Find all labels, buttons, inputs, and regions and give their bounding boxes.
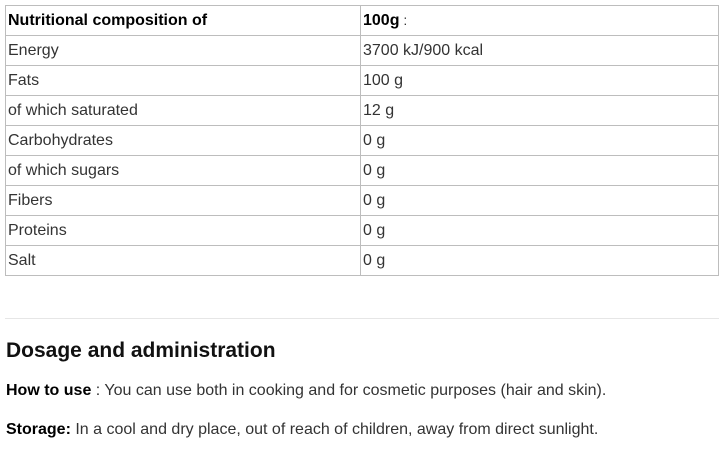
storage-text: In a cool and dry place, out of reach of children, away from direct sunlight. [70,421,599,438]
nutrient-label: of which saturated [6,96,361,126]
nutrient-value: 0 g [361,246,719,276]
nutrient-label: Energy [6,36,361,66]
nutrient-label: Fibers [6,186,361,216]
nutrient-value: 12 g [361,96,719,126]
nutrient-value: 0 g [361,156,719,186]
section-divider [5,318,719,319]
table-row [6,66,719,96]
nutrition-header-value-cell [361,6,719,36]
nutrient-value: 0 g [361,126,719,156]
nutrient-value: 100 g [361,66,719,96]
table-row [6,96,719,126]
dosage-section-title: Dosage and administration [6,339,276,362]
how-to-use-text: : You can use both in cooking and for cosmetic purposes (hair and skin). [91,382,607,399]
how-to-use-line [6,381,606,401]
table-row [6,186,719,216]
nutrient-value: 0 g [361,216,719,246]
nutrition-table-header-row [6,6,719,36]
table-row [6,126,719,156]
nutrient-label: Fats [6,66,361,96]
nutrient-label: Proteins [6,216,361,246]
nutrient-label: Carbohydrates [6,126,361,156]
table-row [6,156,719,186]
table-row [6,246,719,276]
nutrition-header-value: 100g [363,12,400,29]
nutrition-header-suffix: : [399,12,408,28]
nutrient-value: 0 g [361,186,719,216]
nutrient-label: of which sugars [6,156,361,186]
storage-label: Storage: [6,421,71,438]
table-row [6,216,719,246]
storage-line [6,420,598,440]
nutrition-table [5,5,719,276]
nutrition-header-label: Nutritional composition of [6,6,361,36]
how-to-use-label: How to use [6,382,92,399]
nutrient-value: 3700 kJ/900 kcal [361,36,719,66]
table-row [6,36,719,66]
nutrient-label: Salt [6,246,361,276]
